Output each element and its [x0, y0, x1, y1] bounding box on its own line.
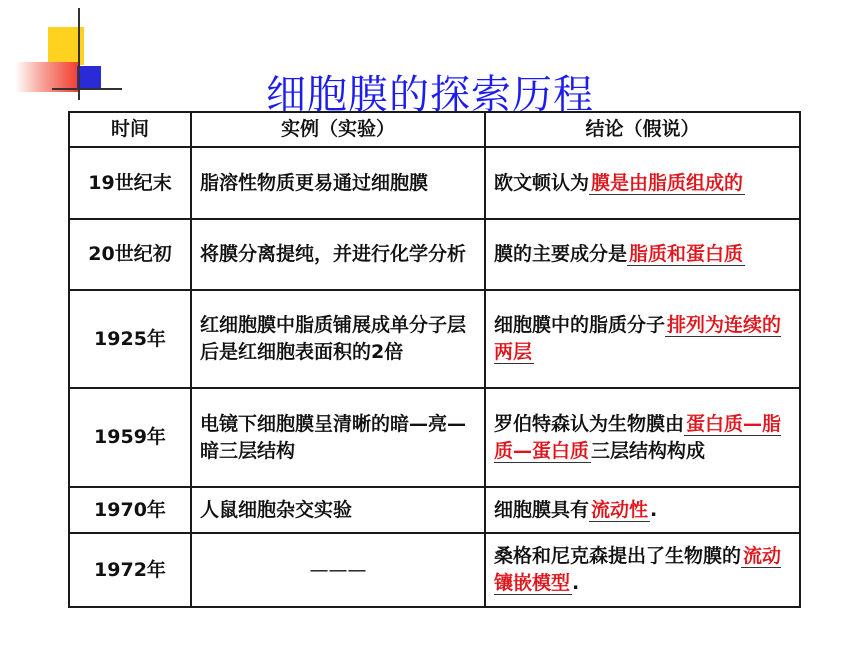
cell-example: 脂溶性物质更易通过细胞膜 — [191, 147, 485, 219]
cell-time: 1970年 — [69, 487, 191, 533]
table-row — [69, 290, 800, 388]
conclusion-text: 桑格和尼克森提出了生物膜的 — [494, 545, 742, 567]
table-row — [69, 487, 800, 533]
header-time: 时间 — [69, 112, 191, 147]
page-title: 细胞膜的探索历程 — [266, 71, 594, 118]
table-row — [69, 388, 800, 487]
cell-time: 1959年 — [69, 388, 191, 487]
conclusion-answer: 排列为连续的两层 — [494, 314, 782, 363]
conclusion-answer: 膜是由脂质组成的 — [591, 171, 744, 194]
conclusion-text: 细胞膜中的脂质分子 — [494, 314, 666, 336]
table-row — [69, 219, 800, 290]
cell-time: 20世纪初 — [69, 219, 191, 290]
table-header-row — [69, 112, 800, 147]
conclusion-text-after: . — [650, 498, 658, 521]
conclusion-text: 细胞膜具有 — [494, 498, 590, 521]
cell-conclusion — [485, 388, 800, 487]
conclusion-text: 欧文顿认为 — [494, 171, 590, 194]
cell-conclusion — [485, 533, 800, 607]
cell-conclusion — [485, 219, 800, 290]
conclusion-answer: 流动性 — [591, 498, 649, 521]
conclusion-text-after: 三层结构构成 — [591, 439, 706, 462]
conclusion-text: 膜的主要成分是 — [494, 243, 628, 265]
conclusion-answer: 脂质和蛋白质 — [629, 243, 744, 265]
cell-time: 1972年 — [69, 533, 191, 607]
history-table — [68, 111, 801, 608]
cell-example: 将膜分离提纯，并进行化学分析 — [191, 219, 485, 290]
table-row — [69, 147, 800, 219]
header-example: 实例（实验） — [191, 112, 485, 147]
cell-conclusion — [485, 487, 800, 533]
table-row — [69, 533, 800, 607]
cell-time: 1925年 — [69, 290, 191, 388]
cell-example: 红细胞膜中脂质铺展成单分子层后是红细胞表面积的2倍 — [191, 290, 485, 388]
cell-example: 人鼠细胞杂交实验 — [191, 487, 485, 533]
cell-conclusion — [485, 147, 800, 219]
conclusion-text-after: . — [572, 572, 580, 594]
cell-conclusion — [485, 290, 800, 388]
conclusion-answer: 流动镶嵌模型 — [494, 545, 782, 594]
cell-example: 电镜下细胞膜呈清晰的暗—亮—暗三层结构 — [191, 388, 485, 487]
cell-time: 19世纪末 — [69, 147, 191, 219]
conclusion-answer: 蛋白质—脂质—蛋白质 — [494, 412, 782, 462]
header-conclusion: 结论（假说） — [485, 112, 800, 147]
cell-example: ——— — [191, 533, 485, 607]
conclusion-text: 罗伯特森认为生物膜由 — [494, 412, 685, 435]
